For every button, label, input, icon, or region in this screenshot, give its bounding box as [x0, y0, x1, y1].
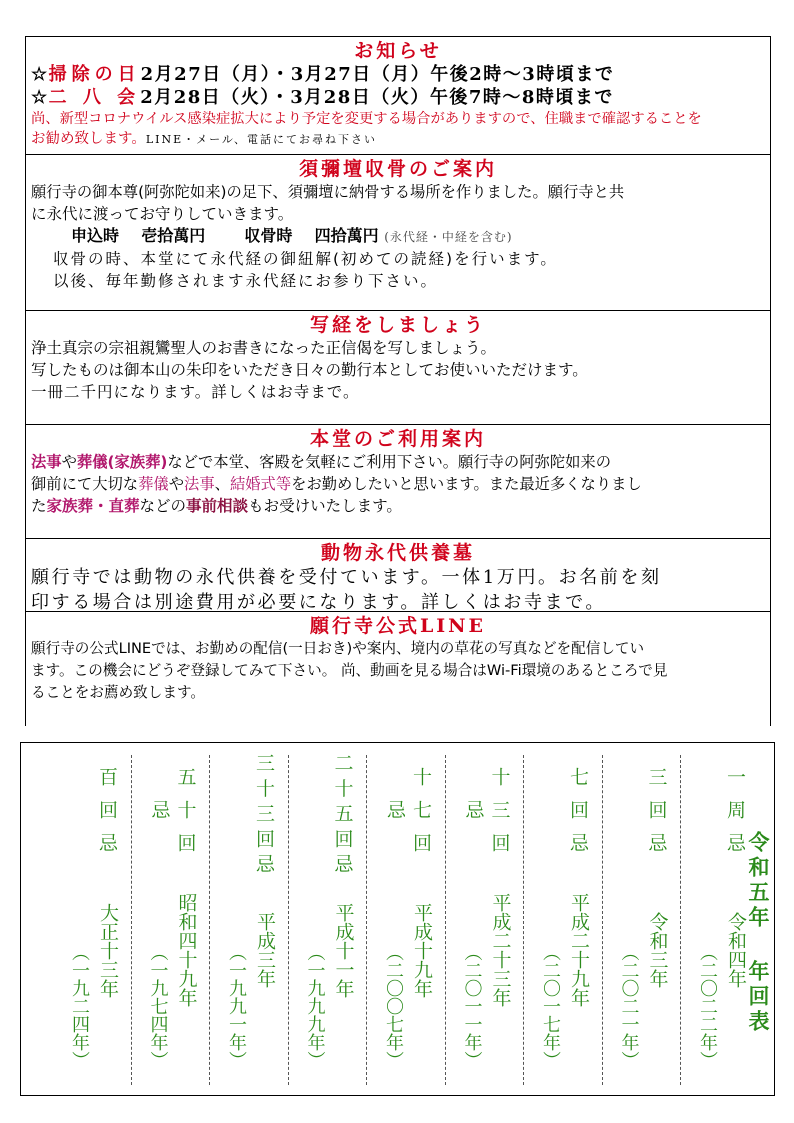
column-separator	[680, 755, 681, 1085]
shakyo-title: 写経をしましょう	[309, 314, 486, 336]
hondo-text-3: た家族葬・直葬などの事前相談もお受けいたします。	[31, 497, 402, 515]
memorial-name: 百回忌	[96, 766, 118, 866]
nihachi-dates: 2月28日（火）・3月28日（火）午後7時～8時頃まで	[140, 87, 614, 108]
hondo-text-2: 御前にて大切な葬儀や法事、結婚式等をお勤めしたいと思います。また最近多くなりまし	[31, 475, 642, 493]
memorial-name: 十三回忌	[462, 766, 511, 866]
memorial-year: （一九七四年）	[147, 943, 169, 1069]
memorial-name: 五十回忌	[148, 766, 197, 866]
price1-label: 申込時	[71, 226, 120, 245]
covid-warning-2: お勧め致します。LINE・メール、電話にてお尋ね下さい	[31, 131, 378, 147]
memorial-name: 十七回忌	[384, 766, 432, 866]
notice-title: お知らせ	[354, 40, 442, 62]
line-section	[26, 611, 770, 727]
memorial-era: 大正十三年	[97, 902, 119, 998]
animal-title: 動物永代供養墓	[320, 542, 475, 564]
cleaning-day-dates: 2月27日（月）・3月27日（月）午後2時～3時頃まで	[140, 64, 615, 85]
shumidan-prices	[31, 225, 765, 248]
memorial-year: （一九九一年）	[226, 943, 247, 1069]
shakyo-text-3: 一冊二千円になります。詳しくはお寺まで。	[31, 383, 360, 401]
price2-value: 四拾萬円	[314, 226, 379, 245]
price-note: (永代経・中経を含む)	[384, 230, 513, 244]
shumidan-text-1: 願行寺の御本尊(阿弥陀如来)の足下、須彌壇に納骨する場所を作りました。願行寺と共	[31, 183, 625, 201]
notice-board	[25, 36, 771, 726]
column-separator	[131, 755, 132, 1085]
shumidan-title: 須彌壇収骨のご案内	[298, 158, 497, 180]
nihachi-event	[31, 86, 765, 109]
shumidan-section	[26, 154, 770, 310]
price1-value: 壱拾萬円	[141, 226, 206, 245]
column-separator	[523, 755, 524, 1085]
contact-note: LINE・メール、電話にてお尋ね下さい	[145, 133, 378, 146]
covid-warning: 尚、新型コロナウイルス感染症拡大により予定を変更する場合がありますので、住職まで確認することを	[31, 111, 702, 127]
memorial-era: 平成十一年	[332, 902, 355, 998]
column-separator	[209, 755, 210, 1085]
memorial-era: 令和四年	[725, 912, 747, 988]
memorial-era: 平成三年	[254, 912, 276, 988]
hondo-section	[26, 424, 770, 538]
animal-text-2: 印する場合は別途費用が必要になります。詳しくはお寺まで。	[31, 592, 606, 613]
memorial-year: （二〇一一年）	[461, 943, 483, 1069]
star-icon: ☆	[31, 64, 49, 85]
line-title: 願行寺公式LINE	[309, 615, 487, 637]
line-text-1: 願行寺の公式LINEでは、お勤めの配信(一日おき)や案内、境内の草花の写真などを配信してい	[31, 640, 645, 657]
shakyo-text-2: 写したものは御本山の朱印をいただき日々の勤行本としてお使いいただけます。	[31, 361, 588, 379]
memorial-year: （一九二四年）	[69, 943, 90, 1069]
notice-section	[26, 37, 770, 154]
animal-text-1: 願行寺では動物の永代供養を受付ています。一体1万円。お名前を刻	[31, 567, 662, 588]
hondo-title: 本堂のご利用案内	[309, 428, 486, 450]
shumidan-text-2: に永代に渡ってお守りしていきます。	[31, 205, 294, 223]
memorial-year: （二〇一七年）	[540, 943, 561, 1069]
cleaning-day-name: 掃除の日	[48, 64, 141, 85]
column-separator	[445, 755, 446, 1085]
column-separator	[602, 755, 603, 1085]
shakyo-text-1: 浄土真宗の宗祖親鸞聖人のお書きになった正信偈を写しましょう。	[31, 339, 497, 357]
memorial-year: （二〇二二年）	[697, 943, 718, 1069]
memorial-name: 七回忌	[567, 766, 589, 866]
memorial-year: （二〇二一年）	[618, 943, 640, 1069]
hondo-text-1: 法事や葬儀(家族葬)などで本堂、客殿を気軽にご利用下さい。願行寺の阿弥陀如来の	[31, 453, 612, 471]
column-separator	[366, 755, 367, 1085]
memorial-name: 二十五回忌	[331, 752, 354, 880]
price2-label: 収骨時	[244, 226, 293, 245]
column-separator	[288, 755, 289, 1085]
shumidan-text-3: 収骨の時、本堂にて永代経の御紐解(初めての読経)を行います。	[53, 250, 558, 268]
memorial-year: （一九九九年）	[304, 943, 326, 1069]
memorial-title: 令和五年 年回表	[746, 831, 771, 1035]
memorial-era: 平成二十三年	[489, 893, 512, 1007]
line-text-3: ることをお薦め致します。	[31, 684, 205, 701]
star-icon: ☆	[31, 87, 49, 108]
memorial-era: 令和三年	[646, 912, 669, 988]
memorial-name: 一周忌	[724, 766, 746, 866]
memorial-name: 三回忌	[645, 766, 668, 866]
memorial-era: 平成十九年	[411, 902, 433, 998]
memorial-era: 平成二十九年	[568, 893, 590, 1007]
cleaning-day-event	[31, 63, 765, 86]
shakyo-section	[26, 310, 770, 424]
memorial-era: 昭和四十九年	[175, 893, 198, 1007]
shumidan-text-4: 以後、毎年勤修されます永代経にお参り下さい。	[53, 272, 439, 290]
memorial-name: 三十三回忌	[253, 752, 275, 880]
animal-section	[26, 538, 770, 611]
nihachi-name: 二 八 会	[48, 87, 141, 108]
memorial-year: （二〇〇七年）	[383, 943, 404, 1069]
memorial-table	[20, 742, 775, 1096]
line-text-2: ます。この機会にどうぞ登録してみて下さい。 尚、動画を見る場合はWi-Fi環境のあるところで見	[31, 662, 668, 679]
